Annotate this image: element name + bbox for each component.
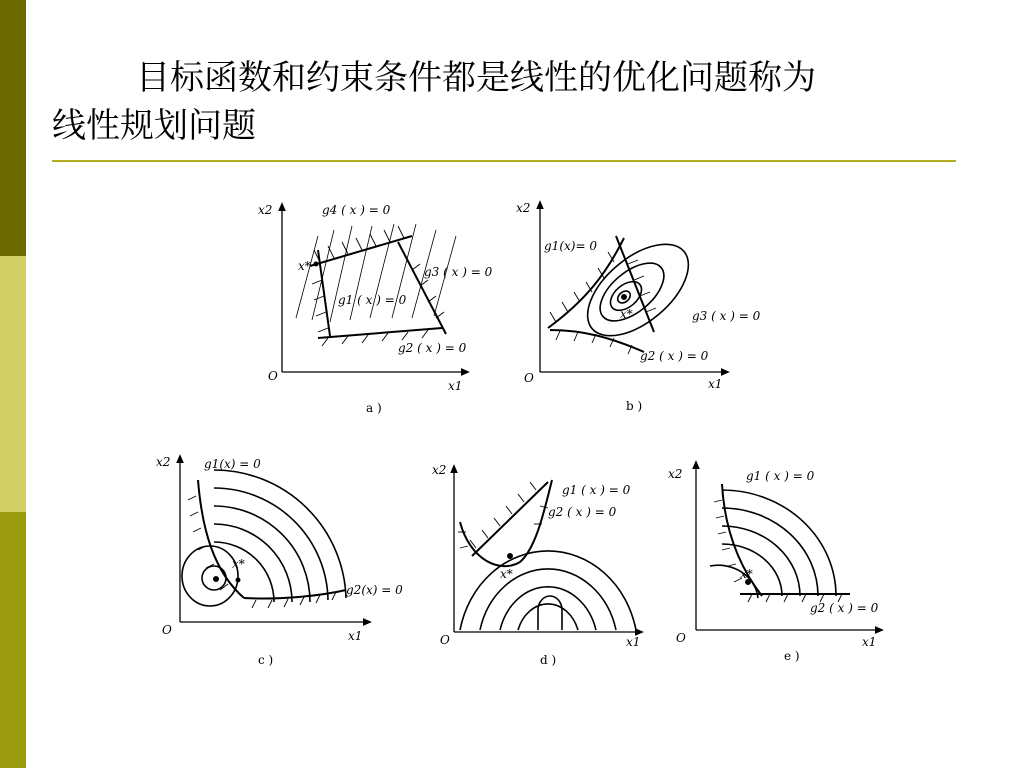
- figure-a-x-label: x1: [448, 379, 463, 393]
- slide-title-line-2: 线性规划问题: [52, 106, 256, 146]
- figure-d-caption: d ): [540, 653, 557, 667]
- figure-b-g3-label: g3 ( x ) = 0: [692, 309, 761, 323]
- figure-c-caption: c ): [258, 653, 274, 667]
- figure-b-hatching: [550, 252, 656, 354]
- figure-c-hatching: [188, 496, 336, 608]
- figure-c-origin: O: [162, 623, 172, 637]
- figure-c-xstar-label: x*: [232, 557, 245, 571]
- figure-b-optimum-point: [622, 295, 627, 300]
- figure-d-g2-label: g2 ( x ) = 0: [548, 505, 617, 519]
- figure-a-origin: O: [268, 369, 278, 383]
- figure-d-xstar-label: x*: [500, 567, 513, 581]
- figure-e-hatching: [714, 500, 842, 602]
- figure-e-g2-label: g2 ( x ) = 0: [810, 601, 879, 615]
- figure-a-caption: a ): [366, 401, 382, 415]
- figure-d-constraints: [460, 480, 552, 566]
- figure-c-constraints: [198, 480, 346, 599]
- figure-a-g4-label: g4 ( x ) = 0: [322, 203, 391, 217]
- figure-d-origin: O: [440, 633, 450, 647]
- figure-b-y-label: x2: [516, 201, 531, 215]
- figure-a-g1-label: g1 ( x ) = 0: [338, 293, 407, 307]
- slide-title-line-1: 目标函数和约束条件都是线性的优化问题称为: [136, 58, 816, 98]
- figure-b: [540, 204, 726, 372]
- figure-a-y-label: x2: [258, 203, 273, 217]
- figure-a-xstar-label: x*: [298, 259, 311, 273]
- figure-d-g1-label: g1 ( x ) = 0: [562, 483, 631, 497]
- figure-e-y-label: x2: [668, 467, 683, 481]
- figure-c-contours: [182, 470, 346, 606]
- figure-c-g1-label: g1(x) = 0: [204, 457, 261, 471]
- figure-d-x-label: x1: [626, 635, 641, 649]
- figure-a-optimum-point: [314, 262, 318, 266]
- figure-c-g2-label: g2(x) = 0: [346, 583, 403, 597]
- figure-d-optimum-point: [508, 554, 513, 559]
- figure-b-g1-label: g1(x)= 0: [544, 239, 597, 253]
- figure-d-y-label: x2: [432, 463, 447, 477]
- figure-e-caption: e ): [784, 649, 800, 663]
- figure-c-y-label: x2: [156, 455, 171, 469]
- figure-c-optimum-point: [214, 577, 219, 582]
- figure-b-g2-label: g2 ( x ) = 0: [640, 349, 709, 363]
- figure-b-caption: b ): [626, 399, 643, 413]
- figure-e-origin: O: [676, 631, 686, 645]
- figure-c-x-label: x1: [348, 629, 363, 643]
- figure-a-g3-label: g3 ( x ) = 0: [424, 265, 493, 279]
- figure-e-xstar-label: x*: [740, 567, 753, 581]
- figure-b-x-label: x1: [708, 377, 723, 391]
- figure-c: [180, 458, 368, 622]
- figure-b-xstar-label: x*: [620, 307, 633, 321]
- figure-a-g2-label: g2 ( x ) = 0: [398, 341, 467, 355]
- figure-b-origin: O: [524, 371, 534, 385]
- figure-e-g1-label: g1 ( x ) = 0: [746, 469, 815, 483]
- figure-d-contours: [460, 551, 636, 630]
- figure-e-x-label: x1: [862, 635, 877, 649]
- figure-e-contours: [710, 490, 836, 598]
